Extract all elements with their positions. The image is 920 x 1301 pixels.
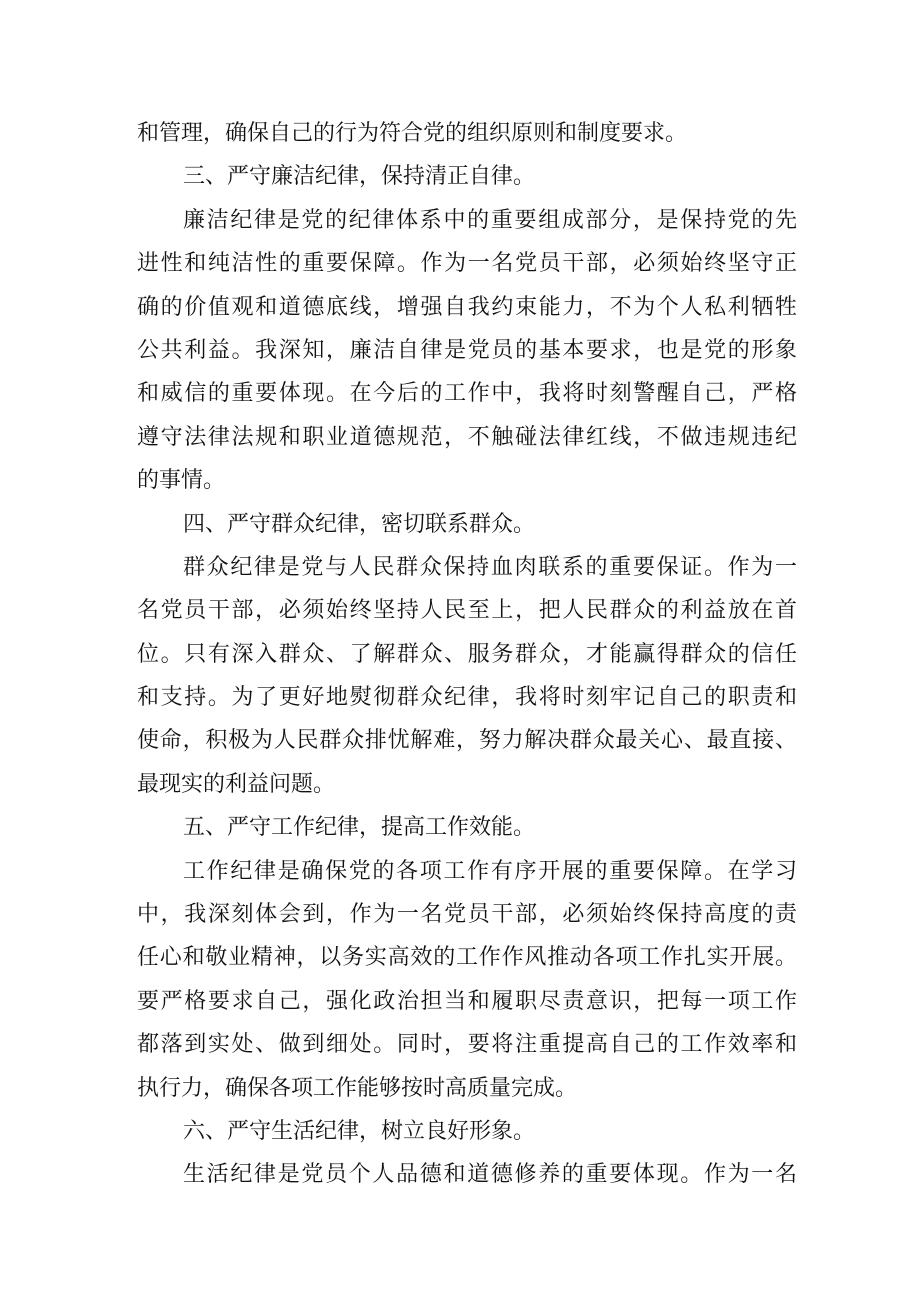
paragraph-line: 任心和敬业精神，以务实高效的工作作风推动各项工作扎实开展。: [137, 945, 797, 971]
paragraph-line: 进性和纯洁性的重要保障。作为一名党员干部，必须始终坚守正: [137, 251, 797, 277]
paragraph-line: 的事情。: [137, 468, 226, 494]
paragraph-line: 和支持。为了更好地熨彻群众纪律，我将时刻牢记自己的职责和: [137, 685, 797, 711]
paragraph-line: 使命，积极为人民群众排忧解难，努力解决群众最关心、最直接、: [137, 728, 797, 754]
section-heading: 五、严守工作纪律，提高工作效能。: [183, 815, 536, 841]
paragraph-line: 和威信的重要体现。在今后的工作中，我将时刻警醒自己，严格: [137, 381, 797, 407]
paragraph-line: 名党员干部，必须始终坚持人民至上，把人民群众的利益放在首: [137, 598, 797, 624]
paragraph-line: 和管理，确保自己的行为符合党的组织原则和制度要求。: [137, 121, 688, 146]
paragraph-line: 执行力，确保各项工作能够按时高质量完成。: [137, 1075, 578, 1101]
section-heading: 六、严守生活纪律，树立良好形象。: [183, 1118, 536, 1144]
paragraph-line: 确的价值观和道德底线，增强自我约束能力，不为个人私利牺牲: [137, 294, 797, 320]
paragraph-line: 最现实的利益问题。: [137, 771, 336, 797]
paragraph-line: 群众纪律是党与人民群众保持血肉联系的重要保证。作为一: [183, 554, 797, 580]
paragraph-line: 公共利益。我深知，廉洁自律是党员的基本要求，也是党的形象: [137, 337, 797, 363]
paragraph-line: 生活纪律是党员个人品德和道德修养的重要体现。作为一名: [183, 1162, 797, 1188]
section-heading: 三、严守廉洁纪律，保持清正自律。: [183, 164, 536, 190]
paragraph-line: 位。只有深入群众、了解群众、服务群众，才能赢得群众的信任: [137, 641, 797, 667]
paragraph-line: 廉洁纪律是党的纪律体系中的重要组成部分，是保持党的先: [183, 207, 797, 233]
paragraph-line: 要严格要求自己，强化政治担当和履职尽责意识，把每一项工作: [137, 988, 797, 1014]
paragraph-line: 都落到实处、做到细处。同时，要将注重提高自己的工作效率和: [137, 1032, 797, 1058]
paragraph-line: 中，我深刻体会到，作为一名党员干部，必须始终保持高度的责: [137, 902, 797, 928]
section-heading: 四、严守群众纪律，密切联系群众。: [183, 511, 536, 537]
paragraph-line: 工作纪律是确保党的各项工作有序开展的重要保障。在学习: [183, 858, 797, 884]
document-body: [137, 112, 797, 1197]
paragraph-line: 遵守法律法规和职业道德规范，不触碰法律红线，不做违规违纪: [137, 424, 797, 450]
